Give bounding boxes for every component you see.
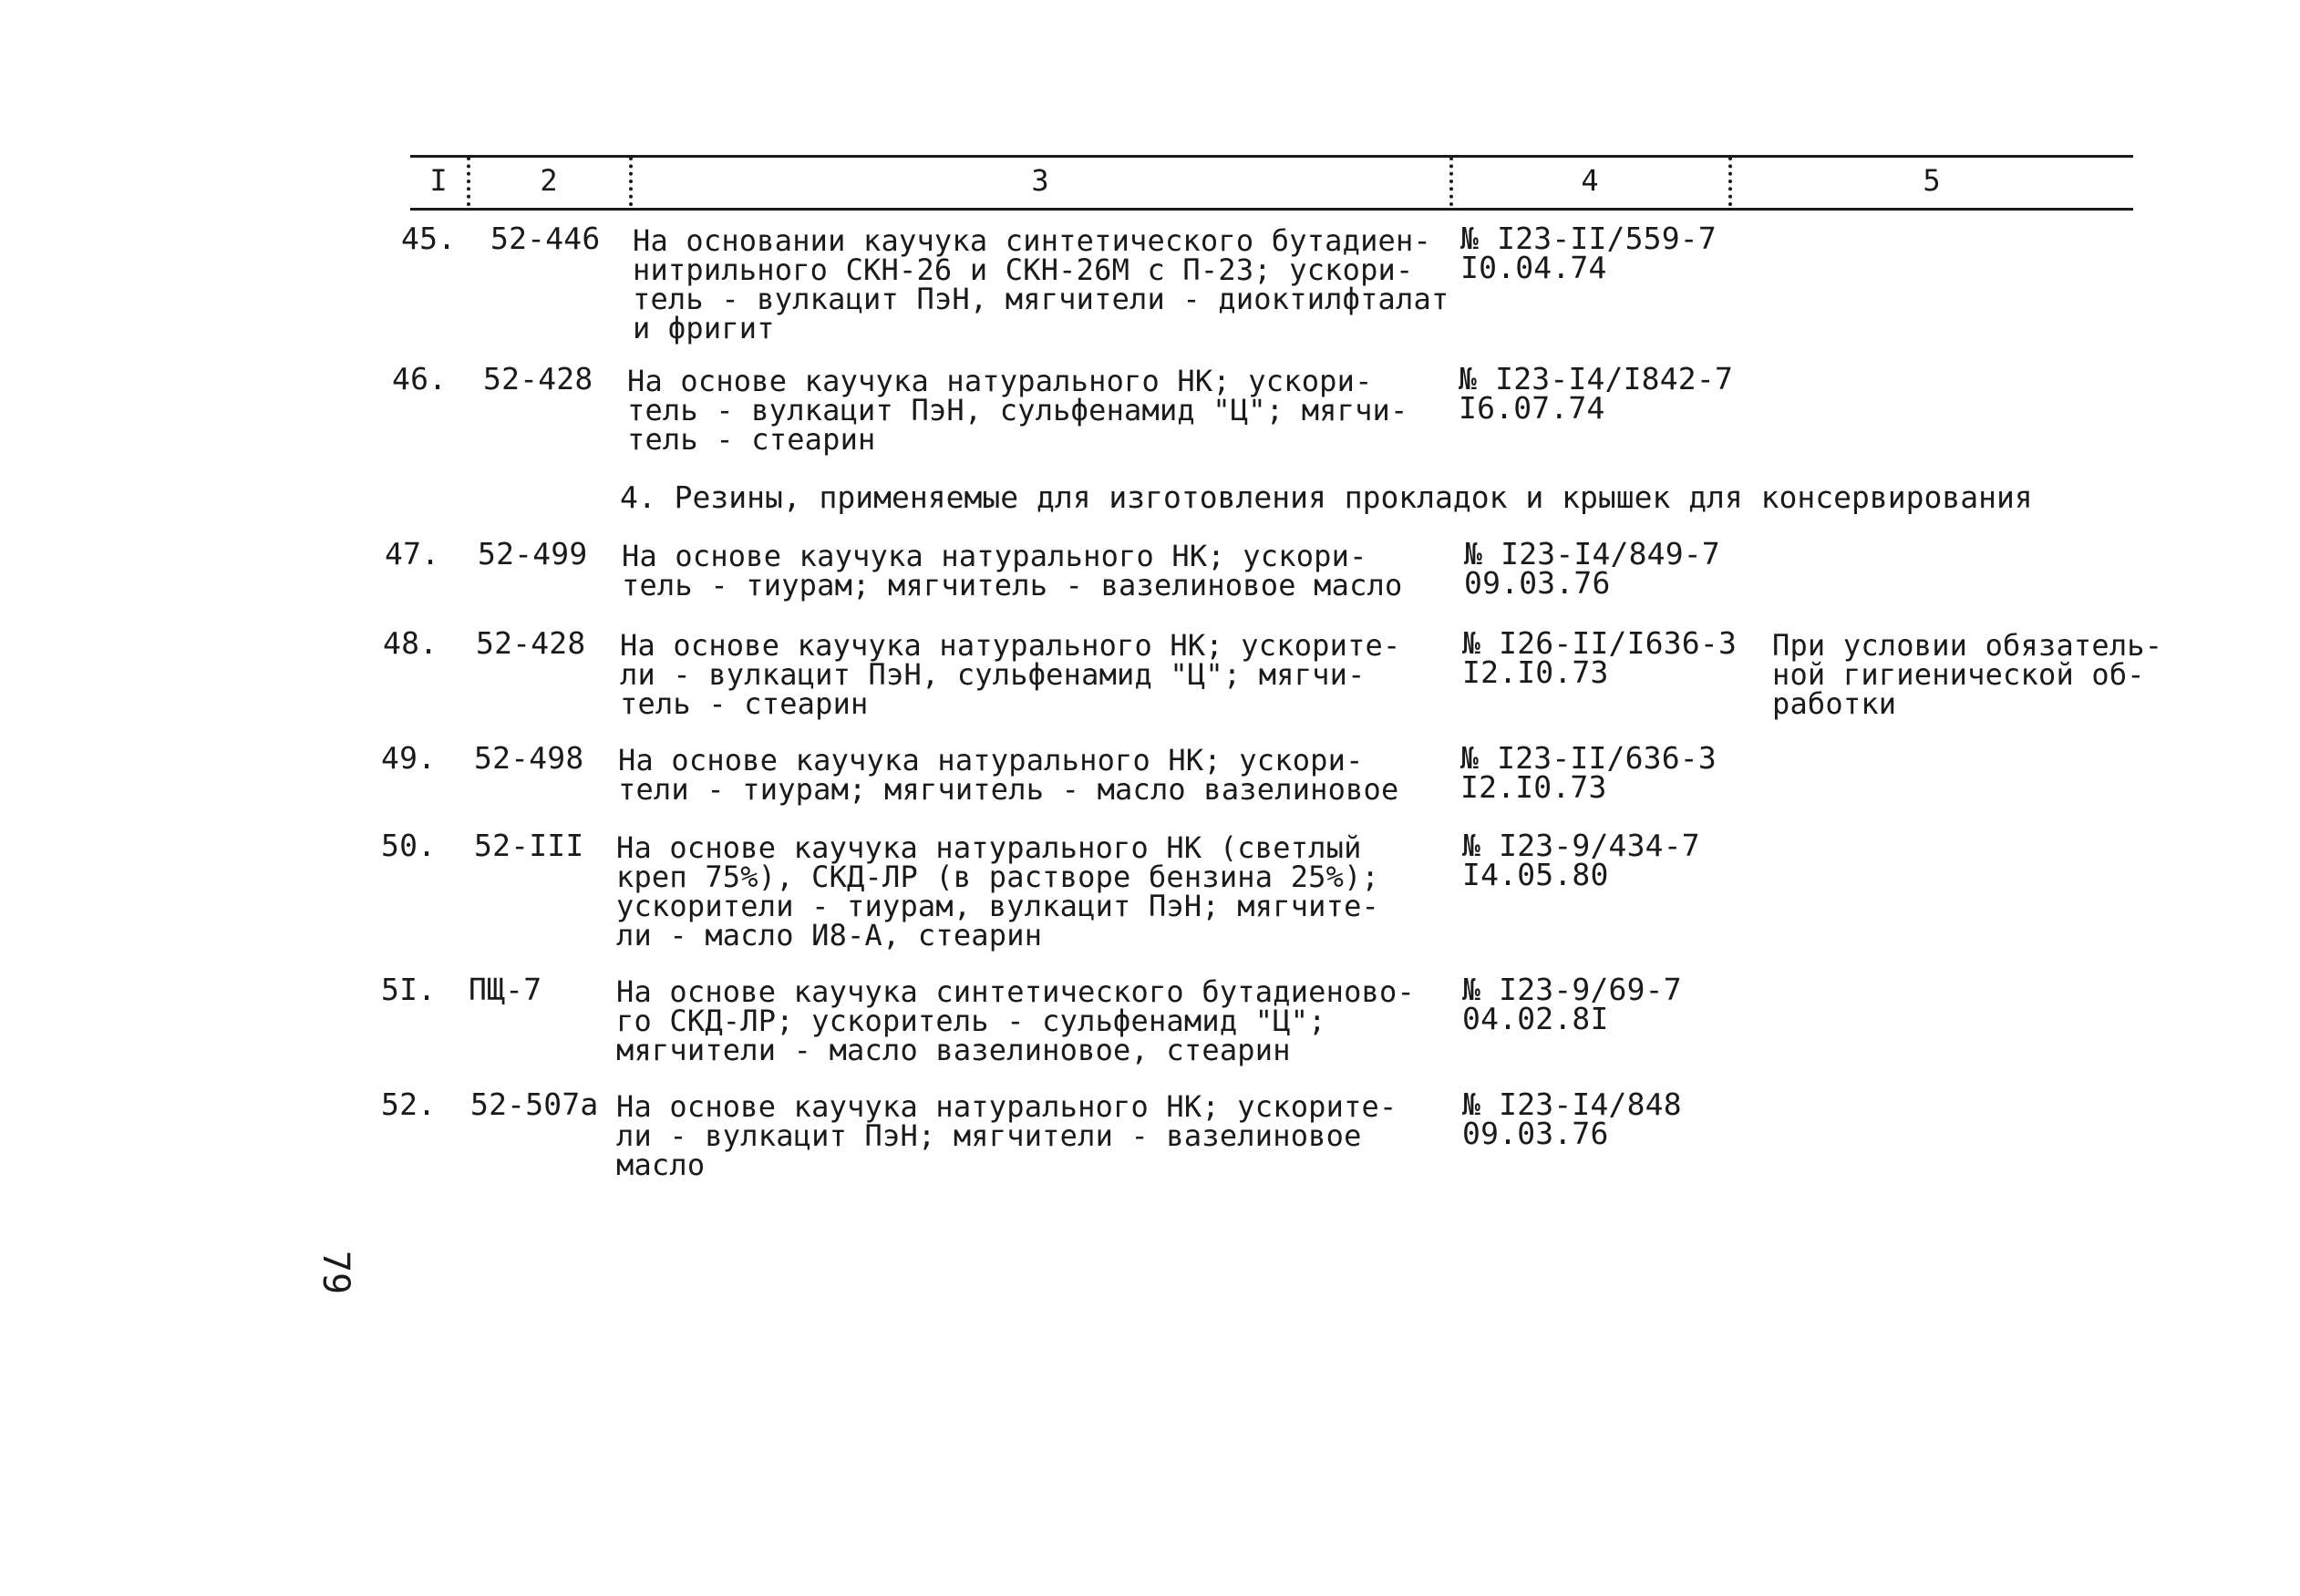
row-46-reference: № I23-I4/I842-7 I6.07.74 xyxy=(1459,361,1734,426)
row-52-code: 52-507а xyxy=(470,1086,599,1122)
row-46-code: 52-428 xyxy=(483,361,593,396)
col-header-5: 5 xyxy=(1923,163,1941,198)
row-51-code: ПЩ-7 xyxy=(469,972,542,1007)
row-47-number: 47. xyxy=(385,536,440,571)
row-45-number: 45. xyxy=(401,221,457,256)
row-45-description: На основании каучука синтетического бутадиен- нитрильного СКН-26 и СКН-26М с П-23; ускори- тель - вулкацит ПэН, мягчители - диоктилфталат и фригит xyxy=(633,223,1449,345)
col-header-4: 4 xyxy=(1581,163,1599,198)
row-50-description: На основе каучука натурального НК (светлый креп 75%), СКД-ЛР (в растворе бензина 25%); ускорители - тиурам, вулкацит ПэН; мягчите- ли - масло И8-А, стеарин xyxy=(616,830,1380,952)
row-49-reference: № I23-II/636-3 I2.I0.73 xyxy=(1460,740,1717,805)
row-49-description: На основе каучука натурального НК; ускори- тели - тиурам; мягчитель - масло вазелиновое xyxy=(618,743,1399,807)
row-50-code: 52-III xyxy=(474,828,584,863)
row-50-reference: № I23-9/434-7 I4.05.80 xyxy=(1462,828,1700,892)
row-51-reference: № I23-9/69-7 04.02.8I xyxy=(1462,972,1682,1036)
row-48-reference: № I26-II/I636-3 I2.I0.73 xyxy=(1462,625,1738,690)
row-49-code: 52-498 xyxy=(474,740,584,776)
row-45-code: 52-446 xyxy=(490,221,601,256)
row-51-description: На основе каучука синтетического бутадиеново- го СКД-ЛР; ускоритель - сульфенамид "Ц"; мягчители - масло вазелиновое, стеарин xyxy=(616,974,1415,1067)
row-52-description: На основе каучука натурального НК; ускорите- ли - вулкацит ПэН; мягчители - вазелиновое масло xyxy=(616,1089,1398,1182)
row-49-number: 49. xyxy=(381,740,437,776)
col-header-2: 2 xyxy=(540,163,558,198)
table-header-rule xyxy=(410,208,2133,211)
row-48-description: На основе каучука натурального НК; ускорите- ли - вулкацит ПэН, сульфенамид "Ц"; мягчи- тель - стеарин xyxy=(620,628,1401,721)
row-47-code: 52-499 xyxy=(478,536,588,571)
row-45-reference: № I23-II/559-7 I0.04.74 xyxy=(1460,221,1717,285)
row-50-number: 50. xyxy=(381,828,437,863)
row-46-description: На основе каучука натурального НК; ускори- тель - вулкацит ПэН, сульфенамид "Ц"; мягчи- тель - стеарин xyxy=(627,364,1408,457)
row-52-reference: № I23-I4/848 09.03.76 xyxy=(1462,1086,1682,1151)
row-47-reference: № I23-I4/849-7 09.03.76 xyxy=(1464,536,1720,601)
row-48-number: 48. xyxy=(383,625,438,661)
row-48-code: 52-428 xyxy=(476,625,586,661)
row-47-description: На основе каучука натурального НК; ускори- тель - тиурам; мягчитель - вазелиновое масло xyxy=(622,539,1403,602)
row-48-note: При условии обязатель- ной гигиенической об- работки xyxy=(1772,628,2163,721)
row-52-number: 52. xyxy=(381,1086,437,1122)
table-top-rule xyxy=(410,155,2133,158)
col-header-1: I xyxy=(429,163,448,198)
row-51-number: 5I. xyxy=(381,972,437,1007)
row-46-number: 46. xyxy=(392,361,448,396)
page-number: 79 xyxy=(315,1250,357,1295)
col-header-3: 3 xyxy=(1031,163,1049,198)
section-heading: 4. Резины, применяемые для изготовления прокладок и крышек для консервирования xyxy=(620,479,2033,515)
